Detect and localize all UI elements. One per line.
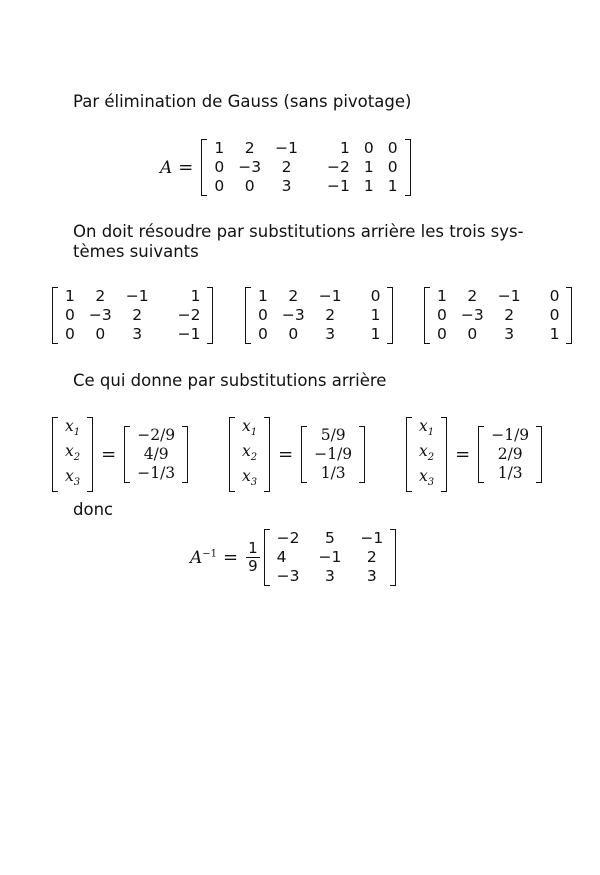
matrix-cell: 1 [437, 287, 447, 305]
matrix-cell: −3 [460, 306, 484, 324]
x-vector [406, 417, 447, 492]
equals-sign: = [223, 547, 239, 568]
matrix-cell: −1 [177, 325, 201, 343]
matrix-cell: 1 [214, 139, 225, 157]
matrix-cell: 2 [467, 287, 478, 305]
matrix-cell: −1 [318, 548, 342, 566]
matrix-cell: 1 [190, 287, 201, 305]
matrix-cell: 0 [65, 325, 75, 343]
solution-cell: −2/9 [137, 426, 176, 445]
inverse-matrix [264, 529, 397, 586]
matrix-a-label: A [160, 157, 173, 178]
matrix-cell: 0 [214, 158, 225, 176]
equals-sign: = [178, 157, 194, 178]
matrix-cell: −1 [360, 529, 384, 547]
matrix-cell: 0 [549, 306, 560, 324]
matrix-cell: 1 [370, 325, 381, 343]
matrix-cell: 1 [363, 158, 374, 176]
matrix-cell: 0 [363, 139, 374, 157]
matrix-cell: 0 [549, 287, 560, 305]
solution-cell: 2/9 [497, 445, 523, 464]
matrix-cell: 4 [276, 548, 287, 566]
matrix-cell: 1 [549, 325, 560, 343]
x-variable: $x_1$ [242, 417, 258, 439]
matrix-cell: −1 [318, 287, 342, 305]
x-variable: $x_3$ [419, 467, 435, 489]
matrix-cell: 0 [258, 306, 268, 324]
matrix-cell: 1 [387, 177, 398, 195]
matrix-cell: 0 [467, 325, 478, 343]
solution-vector-1 [124, 426, 188, 483]
matrix-cell: −2 [177, 306, 201, 324]
result-text: Ce qui donne par substitutions arrière [73, 371, 387, 390]
matrix-cell: 0 [65, 306, 75, 324]
x-variable: $x_2$ [242, 442, 258, 464]
matrix-cell: 3 [281, 177, 292, 195]
fraction-denominator: 9 [248, 557, 258, 575]
augmented-matrix-2 [245, 287, 393, 344]
donc-text: donc [73, 500, 114, 519]
matrix-cell: 2 [288, 287, 299, 305]
augmented-matrix-3 [424, 287, 572, 344]
x-variable: $x_3$ [242, 467, 258, 489]
matrix-cell: −3 [88, 306, 112, 324]
matrix-cell: 2 [325, 306, 336, 324]
equals-sign: = [101, 444, 117, 466]
matrix-cell: 0 [214, 177, 225, 195]
matrix-cell: 1 [363, 177, 374, 195]
x-variable: $x_3$ [65, 467, 81, 489]
matrix-cell: 2 [95, 287, 106, 305]
matrix-cell: 0 [387, 158, 398, 176]
x-vector [52, 417, 93, 492]
matrix-cell: 3 [366, 567, 377, 585]
x-vector [229, 417, 270, 492]
x-variable: $x_2$ [65, 442, 81, 464]
matrix-cell: 1 [339, 139, 350, 157]
inverse-equation [190, 529, 398, 586]
fraction-one-ninth [246, 540, 260, 575]
matrix-cell: 3 [325, 567, 335, 585]
matrix-cell: 0 [288, 325, 299, 343]
matrix-cell: 0 [258, 325, 268, 343]
solution-vector-2 [301, 426, 365, 483]
augmented-matrix-1 [52, 287, 213, 344]
matrix-cell: −3 [281, 306, 305, 324]
solve-text-line-2: tèmes suivants [73, 242, 199, 261]
matrix-cell: 1 [258, 287, 268, 305]
matrix-cell: 2 [244, 139, 255, 157]
solution-2 [227, 417, 367, 492]
matrix-cell: −2 [276, 529, 300, 547]
solution-cell: 1/3 [497, 464, 523, 483]
matrix-cell: −1 [326, 177, 350, 195]
matrix-cell: 5 [325, 529, 335, 547]
solution-cell: −1/9 [314, 445, 353, 464]
solution-vector-3 [478, 426, 542, 483]
matrix-cell: −1 [125, 287, 149, 305]
matrix-cell: 0 [244, 177, 255, 195]
x-variable: $x_1$ [65, 417, 81, 439]
matrix-cell: −3 [238, 158, 262, 176]
matrix-cell: 3 [132, 325, 143, 343]
solution-cell: 5/9 [320, 426, 346, 445]
matrix-cell: −2 [326, 158, 350, 176]
matrix-cell: 3 [504, 325, 515, 343]
x-variable: $x_2$ [419, 442, 435, 464]
x-variable: $x_1$ [419, 417, 435, 439]
matrix-cell: −1 [275, 139, 298, 157]
solution-cell: −1/3 [137, 464, 176, 483]
matrix-cell: 1 [65, 287, 75, 305]
solution-cell: 4/9 [143, 445, 169, 464]
matrix-cell: 2 [366, 548, 377, 566]
matrix-cell: 0 [95, 325, 106, 343]
solution-3 [404, 417, 544, 492]
matrix-cell: −1 [497, 287, 521, 305]
matrix-cell: 0 [437, 306, 447, 324]
equals-sign: = [278, 444, 294, 466]
matrix-cell: 2 [504, 306, 515, 324]
matrix-cell: 3 [325, 325, 336, 343]
matrix-cell: 1 [370, 306, 381, 324]
matrix-cell: −3 [276, 567, 300, 585]
system-1 [50, 287, 215, 344]
matrix-cell: 0 [387, 139, 398, 157]
matrix-a [201, 139, 410, 196]
inverse-label: $A^{-1}$ [190, 547, 218, 568]
matrix-a-equation [160, 139, 413, 196]
system-2 [243, 287, 395, 344]
solve-text-line-1: On doit résoudre par substitutions arrière les trois sys- [73, 222, 524, 241]
solution-cell: 1/3 [320, 464, 346, 483]
matrix-cell: 0 [437, 325, 447, 343]
solution-1 [50, 417, 190, 492]
matrix-cell: 2 [132, 306, 143, 324]
intro-text: Par élimination de Gauss (sans pivotage) [73, 92, 412, 111]
matrix-cell: 2 [281, 158, 292, 176]
solution-cell: −1/9 [491, 426, 530, 445]
fraction-numerator: 1 [248, 539, 258, 557]
equals-sign: = [455, 444, 471, 466]
system-3 [422, 287, 574, 344]
matrix-cell: 0 [370, 287, 381, 305]
